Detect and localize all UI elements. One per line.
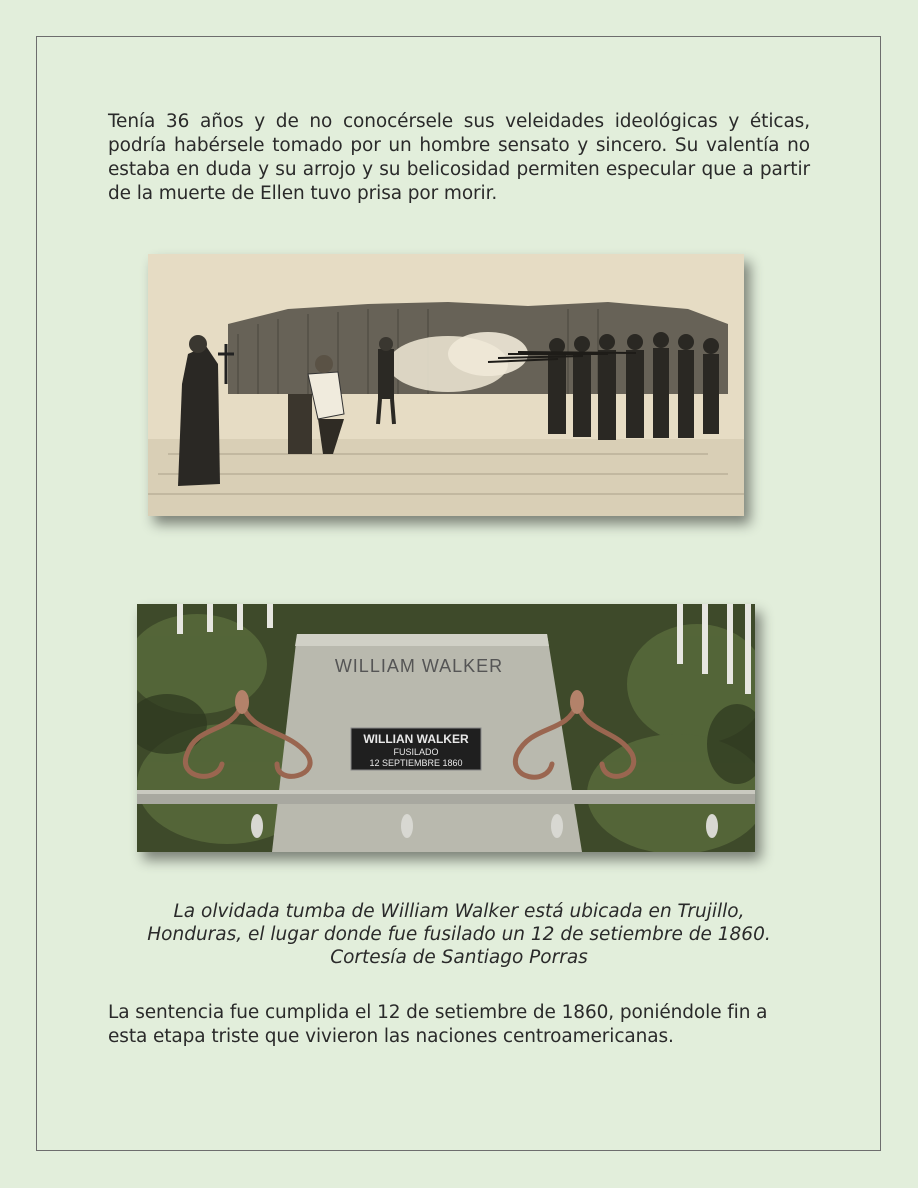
tomb-engraving: WILLIAM WALKER	[334, 656, 504, 676]
paragraph-intro: Tenía 36 años y de no conocérsele sus veleidades ideológicas y éticas, podría habérsele tomado por un hombre sensato y sincero. Su valentía no estaba en duda y su arrojo y su belicosidad permiten especular que a partir de la muerte de Ellen tuvo prisa por morir.	[108, 111, 810, 204]
paragraph-sentence: La sentencia fue cumplida el 12 de setiembre de 1860, poniéndole fin a esta etapa triste que vivieron las naciones centroamericanas.	[108, 1002, 768, 1047]
caption-line-1: La olvidada tumba de William Walker está ubicada en Trujillo,	[173, 901, 745, 922]
tomb-caption	[108, 900, 810, 969]
caption-line-3: Cortesía de Santiago Porras	[330, 947, 588, 968]
caption-line-2: Honduras, el lugar donde fue fusilado un 12 de setiembre de 1860.	[147, 924, 771, 945]
plaque-date: 12 SEPTIEMBRE 1860	[369, 758, 463, 768]
tomb-photo-image	[137, 604, 755, 852]
execution-engraving-image	[148, 254, 744, 516]
plaque-status: FUSILADO	[393, 747, 439, 757]
plaque-name: WILLIAN WALKER	[363, 732, 469, 746]
